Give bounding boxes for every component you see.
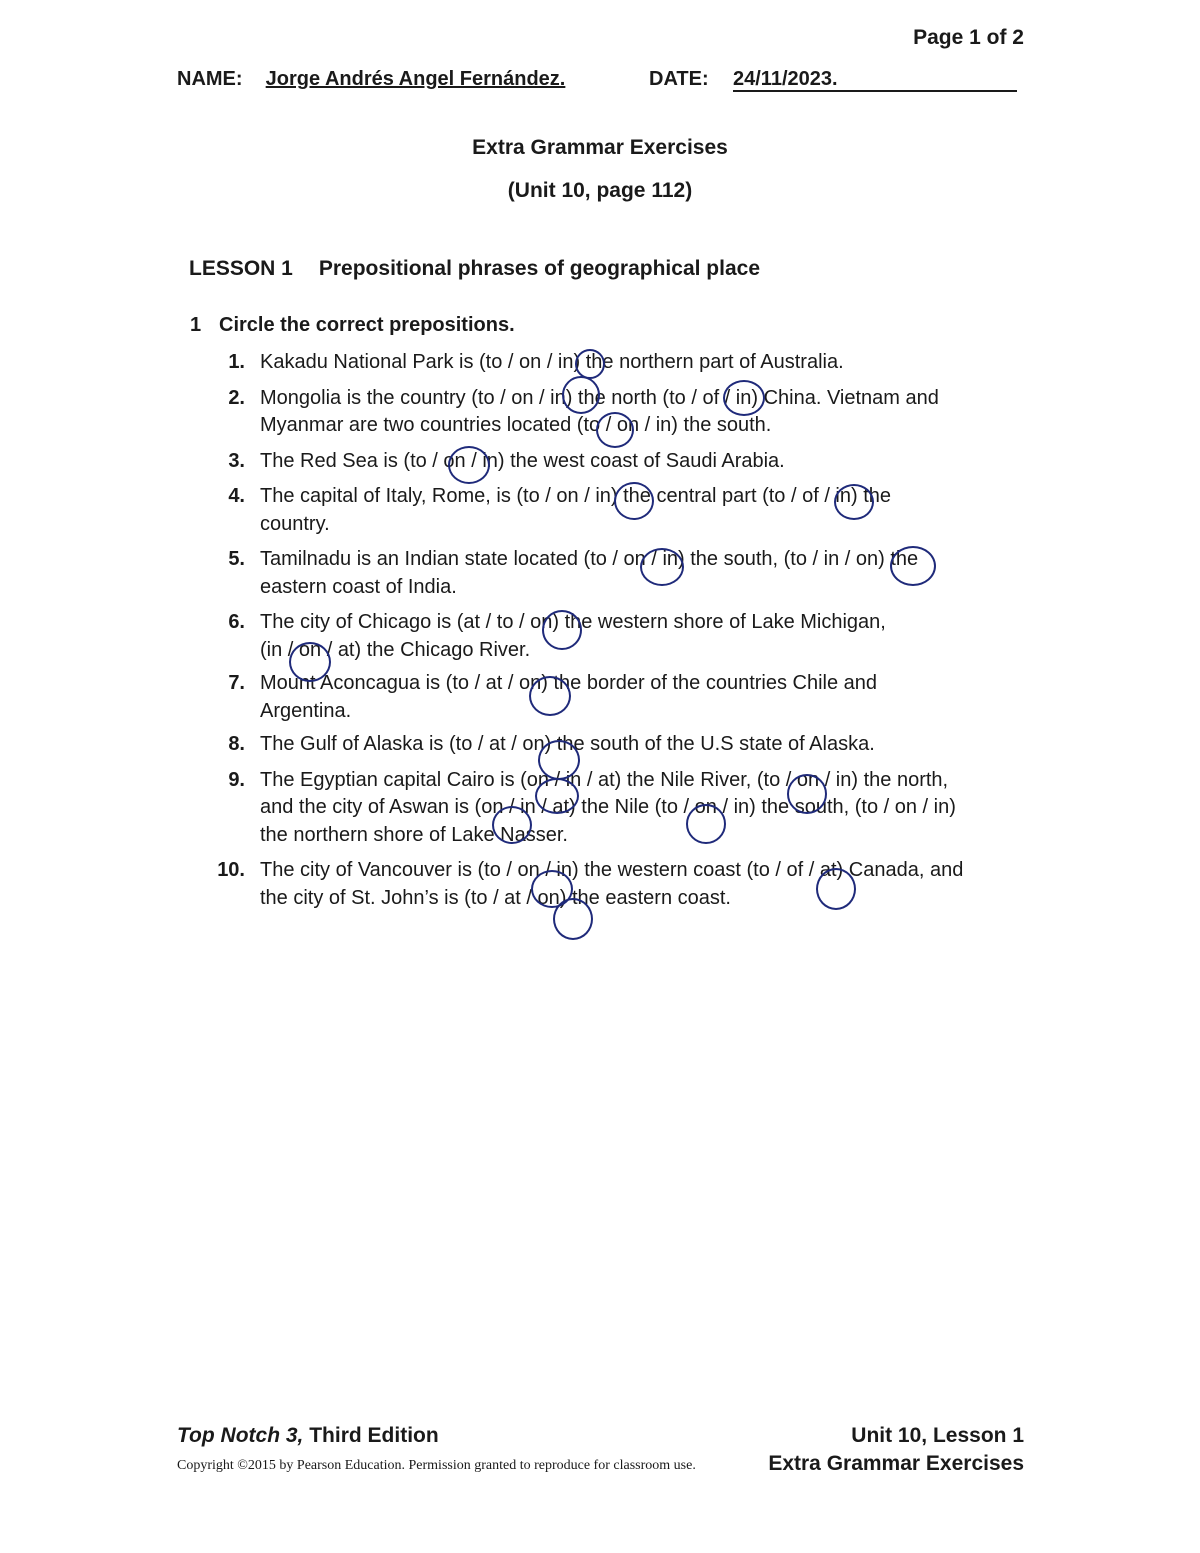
answer-circle [596, 412, 634, 448]
item-text [260, 857, 963, 912]
answer-circle [614, 482, 654, 520]
item-line: Mount Aconcagua is (to / at / on) the border of the countries Chile and [260, 672, 878, 694]
page-subtitle: (Unit 10, page 112) [507, 179, 693, 202]
item-line: The city of Vancouver is (to / on / in) the western coast (to / of / at) Canada, and [260, 859, 964, 881]
item-text [260, 767, 956, 850]
footer-section: Extra Grammar Exercises [768, 1452, 1024, 1475]
item-line: The capital of Italy, Rome, is (to / on / in) the central part (to / of / in) the [260, 485, 892, 507]
instruction-text: Circle the correct prepositions. [219, 314, 515, 336]
item-number: 5. [228, 548, 245, 570]
date-label: DATE: [649, 68, 709, 90]
exercise-number: 1 [190, 314, 202, 336]
item-text [260, 349, 844, 377]
answer-circle [640, 548, 684, 586]
footer-unit: Unit 10, Lesson 1 [851, 1424, 1024, 1447]
answer-circle [575, 349, 605, 379]
item-text [260, 483, 891, 538]
list-item [214, 609, 1044, 664]
page-number: Page 1 of 2 [913, 26, 1024, 49]
answer-circle [834, 484, 874, 520]
item-number: 4. [228, 485, 245, 507]
answer-circle [492, 806, 532, 844]
item-number: 9. [228, 768, 245, 791]
item-line: country. [260, 512, 330, 535]
footer-book-title: Top Notch 3, [177, 1424, 304, 1447]
answer-circle [289, 642, 331, 682]
lesson-heading [189, 257, 760, 281]
answer-circle [553, 898, 593, 940]
item-line: eastern coast of India. [260, 575, 457, 598]
list-item [214, 670, 1044, 725]
item-line: and the city of Aswan is (on / in / at) the Nile (to / on / in) the south, (to / on / in) [260, 796, 956, 818]
item-number: 6. [228, 611, 245, 633]
item-line: Tamilnadu is an Indian state located (to / on / in) the south, (to / in / on) the [260, 548, 919, 570]
answer-circle [562, 376, 600, 414]
item-number: 8. [228, 733, 245, 755]
answer-circle [542, 610, 582, 650]
page-title: Extra Grammar Exercises [472, 136, 728, 159]
exercise-instruction [190, 314, 515, 337]
item-number: 10. [217, 859, 245, 881]
answer-circle [686, 804, 726, 844]
list-item [214, 448, 1044, 476]
item-line: Mongolia is the country (to / on / in) the north (to / of / in) China. Vietnam and [260, 386, 939, 409]
item-line: Kakadu National Park is (to / on / in) the northern part of Australia. [260, 351, 844, 373]
item-line: The Gulf of Alaska is (to / at / on) the south of the U.S state of Alaska. [260, 733, 875, 755]
answer-circle [535, 778, 579, 814]
lesson-title: Prepositional phrases of geographical place [318, 257, 760, 280]
answer-circle [787, 774, 827, 814]
item-text [260, 546, 918, 601]
list-item [214, 857, 1044, 912]
item-line: the city of St. John’s is (to / at / on) the eastern coast. [260, 886, 731, 909]
date-value: 24/11/2023. [733, 68, 1017, 92]
item-line: The Red Sea is (to / on / in) the west coast of Saudi Arabia. [260, 449, 785, 472]
lesson-label: LESSON 1 [189, 257, 293, 280]
name-label: NAME: [177, 68, 243, 90]
answer-circle [890, 546, 936, 586]
answer-circle [816, 868, 856, 910]
name-row [177, 68, 565, 91]
answer-circle [538, 740, 580, 780]
item-text [260, 448, 785, 476]
list-item [214, 767, 1044, 850]
item-line: The Egyptian capital Cairo is (on / in / at) the Nile River, (to / on / in) the north, [260, 768, 949, 791]
item-line: (in / on / at) the Chicago River. [260, 638, 531, 661]
item-number: 1. [228, 351, 245, 373]
item-line: Argentina. [260, 699, 352, 722]
item-number: 2. [228, 386, 245, 409]
answer-circle [529, 676, 571, 716]
item-number: 7. [228, 672, 245, 694]
footer-edition: Third Edition [303, 1424, 439, 1447]
name-value: Jorge Andrés Angel Fernández. [265, 68, 566, 90]
item-line: The city of Chicago is (at / to / on) the western shore of Lake Michigan, [260, 611, 886, 633]
list-item [214, 731, 1044, 759]
item-line: Myanmar are two countries located (to / on / in) the south. [260, 414, 772, 436]
list-item [214, 349, 1044, 377]
item-number: 3. [228, 449, 245, 472]
answer-circle [723, 380, 765, 416]
answer-circle [448, 446, 490, 484]
copyright: Copyright ©2015 by Pearson Education. Permission granted to reproduce for classroom use. [177, 1458, 696, 1473]
item-line: the northern shore of Lake Nasser. [260, 823, 568, 846]
footer-book [177, 1424, 439, 1448]
